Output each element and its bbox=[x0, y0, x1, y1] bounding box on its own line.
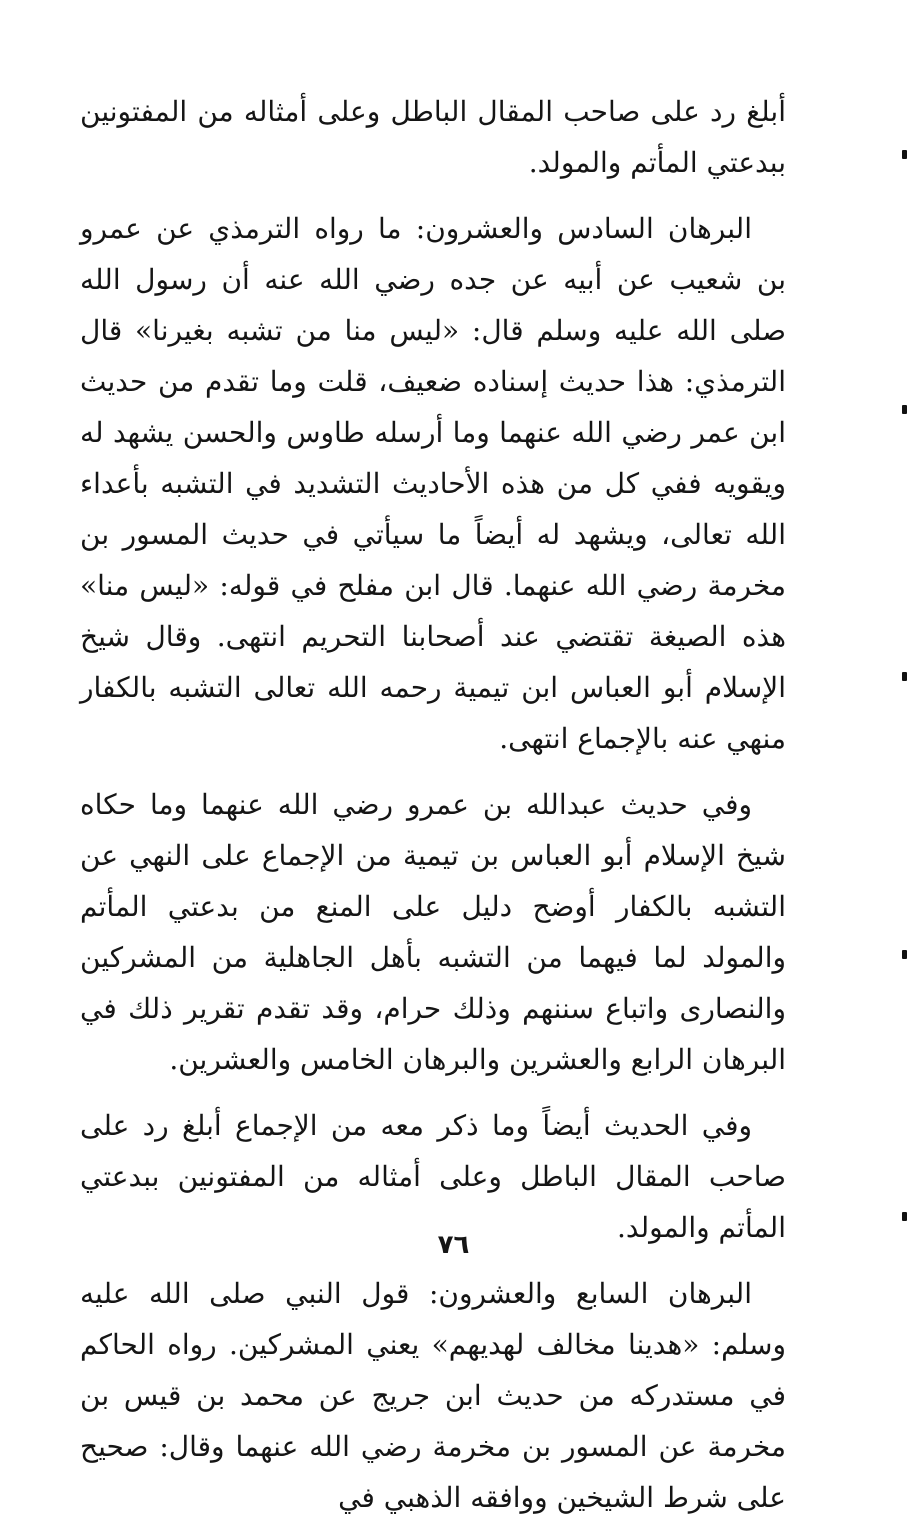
margin-mark bbox=[902, 150, 907, 159]
paragraph-abdullah-hadith: وفي حديث عبدالله بن عمرو رضي الله عنهما وما حكاه شيخ الإسلام أبو العباس بن تيمية من الإجماع على النهي عن التشبه بالكفار أوضح دليل على المنع من بدعتي المأتم والمولد لما فيهما من التشبه بأهل الجاهلية من المشركين والنصارى واتباع سننهم وذلك حرام، وقد تقدم تقرير ذلك في البرهان الرابع والعشرين والبرهان الخامس والعشرين. bbox=[80, 788, 786, 1076]
paragraph-continuation: أبلغ رد على صاحب المقال الباطل وعلى أمثاله من المفتونين ببدعتي المأتم والمولد. bbox=[80, 95, 786, 179]
page-body bbox=[80, 86, 786, 1538]
paragraph-hadith-response: وفي الحديث أيضاً وما ذكر معه من الإجماع أبلغ رد على صاحب المقال الباطل وعلى أمثاله من المفتونين ببدعتي المأتم والمولد. bbox=[80, 1109, 786, 1244]
page-number: ٧٦ bbox=[437, 1230, 470, 1260]
paragraph-proof-27: البرهان السابع والعشرون: قول النبي صلى الله عليه وسلم: «هدينا مخالف لهديهم» يعني المشركين. رواه الحاكم في مستدركه من حديث ابن جريج عن محمد بن قيس بن مخرمة عن المسور بن مخرمة رضي الله عنهما وقال: صحيح على شرط الشيخين ووافقه الذهبي في bbox=[80, 1277, 786, 1514]
margin-mark bbox=[902, 405, 907, 414]
paragraph-proof-26: البرهان السادس والعشرون: ما رواه الترمذي عن عمرو بن شعيب عن أبيه عن جده رضي الله عنه أن رسول الله صلى الله عليه وسلم قال: «ليس منا من تشبه بغيرنا» قال الترمذي: هذا حديث إسناده ضعيف، قلت وما تقدم من حديث ابن عمر رضي الله عنهما وما أرسله طاوس والحسن يشهد له ويقويه ففي كل من هذه الأحاديث التشديد في التشبه بأعداء الله تعالى، ويشهد له أيضاً ما سيأتي في حديث المسور بن مخرمة رضي الله عنهما. قال ابن مفلح في قوله: «ليس منا» هذه الصيغة تقتضي عند أصحابنا التحريم انتهى. وقال شيخ الإسلام أبو العباس ابن تيمية رحمه الله تعالى التشبه بالكفار منهي عنه بالإجماع انتهى. bbox=[80, 212, 786, 755]
margin-mark bbox=[902, 1212, 907, 1221]
margin-mark bbox=[902, 672, 907, 681]
margin-mark bbox=[902, 950, 907, 959]
